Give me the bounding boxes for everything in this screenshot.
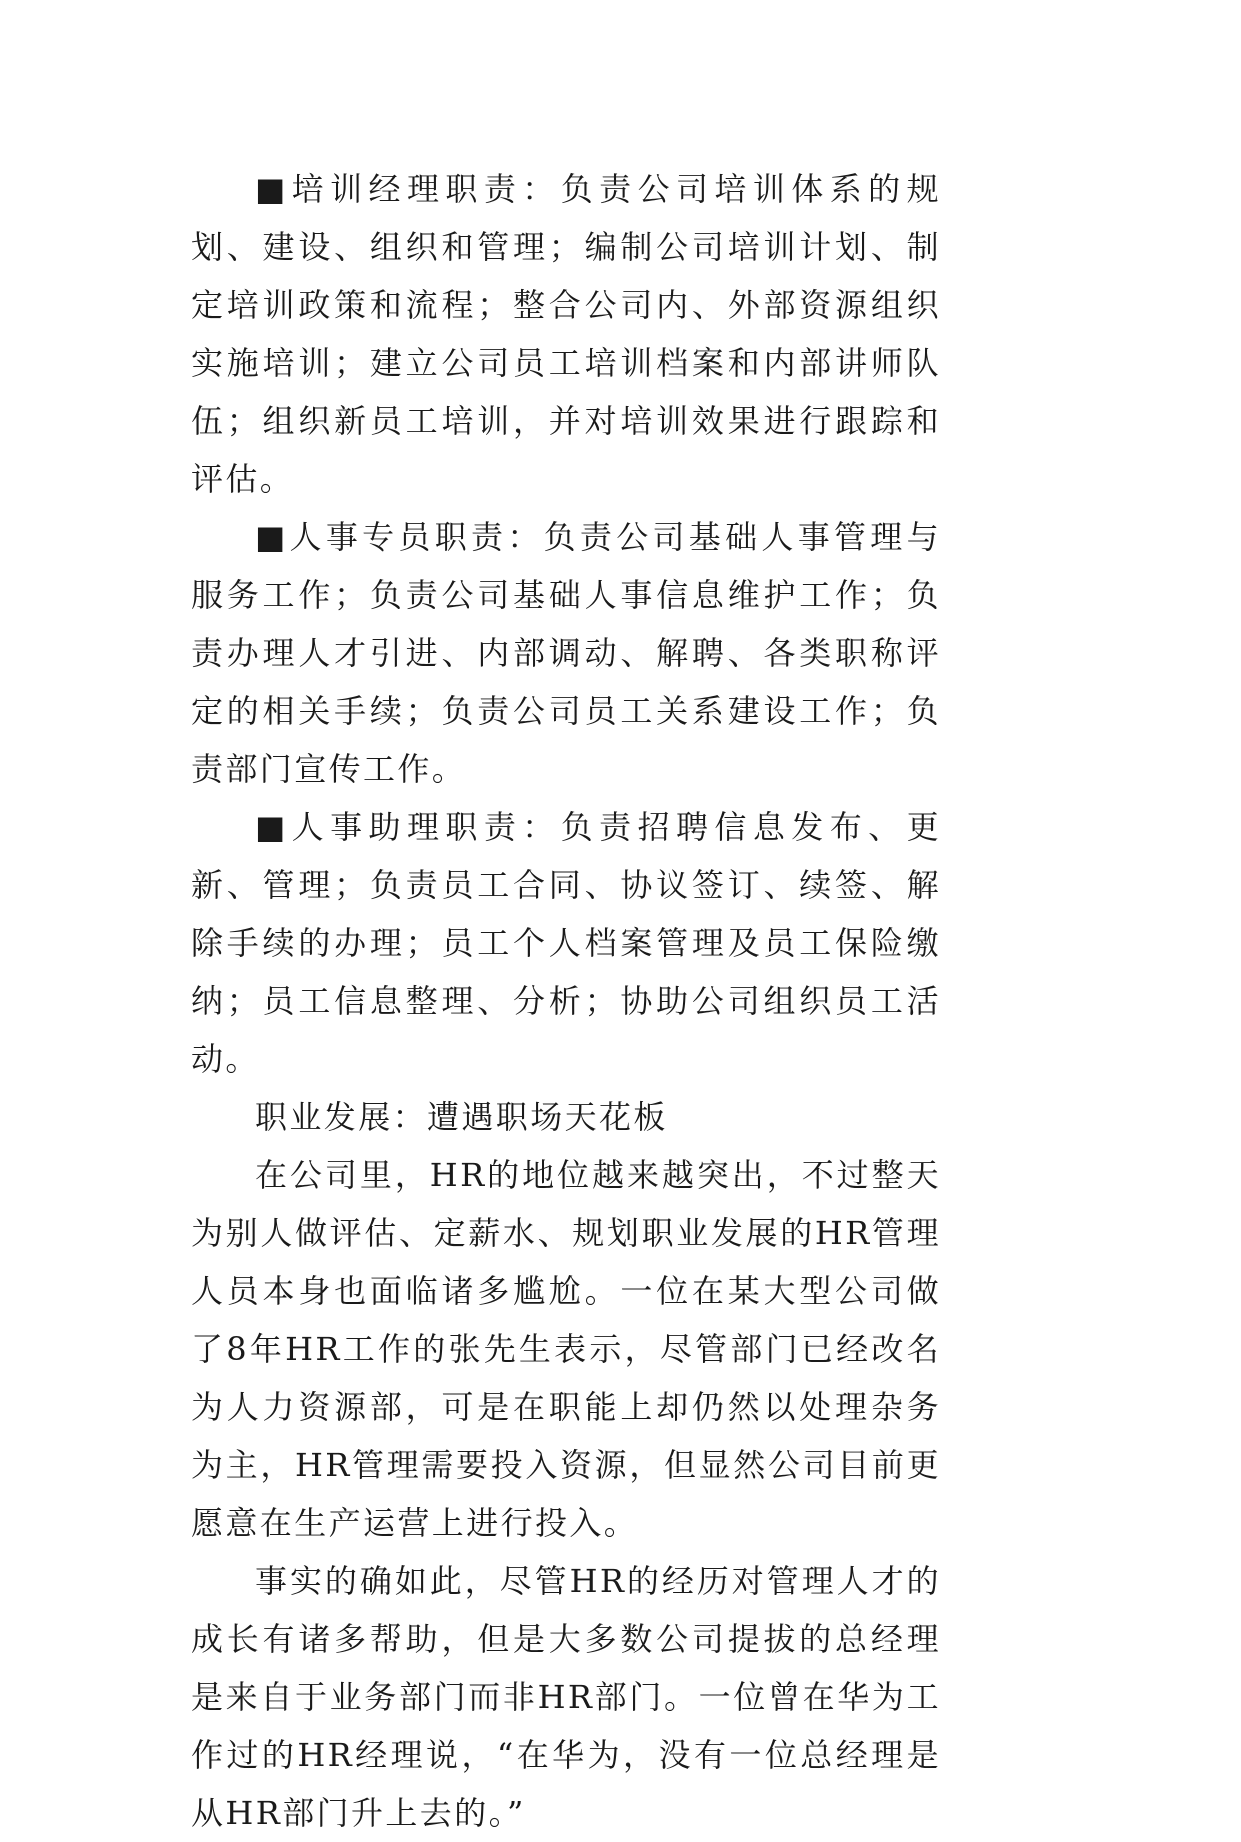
paragraph-promotion: 事实的确如此，尽管HR的经历对管理人才的成长有诸多帮助，但是大多数公司提拔的总经理是来自于业务部门而非HR部门。一位曾在华为工作过的HR经理说，“在华为，没有一位总经理是从HR部门升上去的。” [191,1562,941,1832]
paragraph-hr-status: 在公司里，HR的地位越来越突出，不过整天为别人做评估、定薪水、规划职业发展的HR管理人员本身也面临诸多尴尬。一位在某大型公司做了8年HR工作的张先生表示，尽管部门已经改名为人力资源部，可是在职能上却仍然以处理杂务为主，HR管理需要投入资源，但显然公司目前更愿意在生产运营上进行投入。 [191,1156,941,1542]
paragraph-training-manager: ■培训经理职责：负责公司培训体系的规划、建设、组织和管理；编制公司培训计划、制定培训政策和流程；整合公司内、外部资源组织实施培训；建立公司员工培训档案和内部讲师队伍；组织新员工培训，并对培训效果进行跟踪和评估。 [191,170,941,498]
paragraph-hr-specialist: ■人事专员职责：负责公司基础人事管理与服务工作；负责公司基础人事信息维护工作；负责办理人才引进、内部调动、解聘、各类职称评定的相关手续；负责公司员工关系建设工作；负责部门宣传工作。 [191,518,941,788]
paragraph-hr-assistant: ■人事助理职责：负责招聘信息发布、更新、管理；负责员工合同、协议签订、续签、解除手续的办理；员工个人档案管理及员工保险缴纳；员工信息整理、分析；协助公司组织员工活动。 [191,808,941,1078]
section-heading-career: 职业发展：遭遇职场天花板 [255,1098,668,1136]
